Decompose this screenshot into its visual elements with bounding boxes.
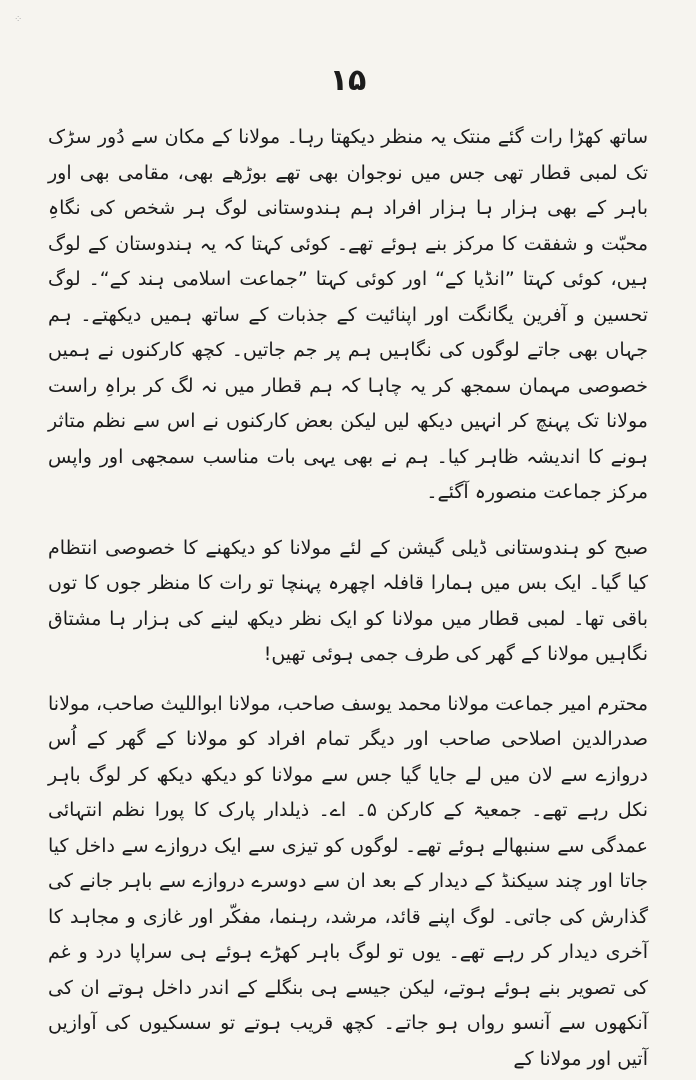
paragraph-3: محترم امیر جماعت مولانا محمد یوسف صاحب، مولانا ابواللیث صاحب، مولانا صدرالدین اصلاحی صاحب اور دیگر تمام افراد کو مولانا کے گھر کے اُس دروازے سے لان میں لے جایا گیا جس سے مولانا کو دیکھ دیکھ کر لوگ باہر نکل رہے تھے۔ جمعیۃ کے کارکن ۵۔ اے۔ ذیلدار پارک کا پورا نظم انتہائی عمدگی سے سنبھالے ہوئے تھے۔ لوگوں کو تیزی سے ایک دروازے سے داخل کیا جاتا اور چند سیکنڈ کے دیدار کے بعد ان سے دوسرے دروازے سے باہر جانے کی گذارش کی جاتی۔ لوگ اپنے قائد، مرشد، رہنما، مفکّر اور غازی و مجاہد کا آخری دیدار کر رہے تھے۔ یوں تو لوگ باہر کھڑے ہوئے ہی سراپا درد و غم کی تصویر بنے ہوئے ہوتے، لیکن جیسے ہی بنگلے کے اندر داخل ہوتے ان کی آنکھوں سے آنسو رواں ہو جاتے۔ کچھ قریب ہوتے تو سسکیوں کی آوازیں آتیں اور مولانا کے [48,692,648,1070]
body-text [48,120,648,1077]
scan-speck: ⁘ [14,14,24,25]
paragraph-1: ساتھ کھڑا رات گئے منتک یہ منظر دیکھتا رہا۔ مولانا کے مکان سے دُور سڑک تک لمبی قطار تھی جس میں نوجوان بھی تھے بوڑھے بھی، مقامی بھی اور باہر کے بھی ہزار ہا ہزار افراد ہم ہندوستانی لوگ ہر شخص کی نگاہِ محبّت و شفقت کا مرکز بنے ہوئے تھے۔ کوئی کہتا کہ یہ ہندوستان کے لوگ ہیں، کوئی کہتا ”انڈیا کے“ اور کوئی کہتا ”جماعت اسلامی ہند کے“۔ لوگ تحسین و آفرین یگانگت اور اپنائیت کے جذبات کے ساتھ ہمیں دیکھتے۔ ہم جہاں بھی جاتے لوگوں کی نگاہیں ہم پر جم جاتیں۔ کچھ کارکنوں نے ہمیں خصوصی مہمان سمجھ کر یہ چاہا کہ ہم قطار میں نہ لگ کر براہِ راست مولانا تک پہنچ کر انہیں دیکھ لیں لیکن بعض کارکنوں نے اس سے نظم متاثر ہونے کا اندیشہ ظاہر کیا۔ ہم نے بھی یہی بات مناسب سمجھی اور واپس مرکز جماعت منصورہ آگئے۔ [48,126,648,503]
paragraph-2: صبح کو ہندوستانی ڈیلی گیشن کے لئے مولانا کو دیکھنے کا خصوصی انتظام کیا گیا۔ ایک بس میں ہمارا قافلہ اچھرہ پہنچا تو رات کا منظر جوں کا توں باقی تھا۔ لمبی قطار میں مولانا کو ایک نظر دیکھ لینے کی ہزار ہا مشتاق نگاہیں مولانا کے گھر کی طرف جمی ہوئی تھیں! [48,536,648,665]
page-number: ۱۵ [329,63,367,98]
